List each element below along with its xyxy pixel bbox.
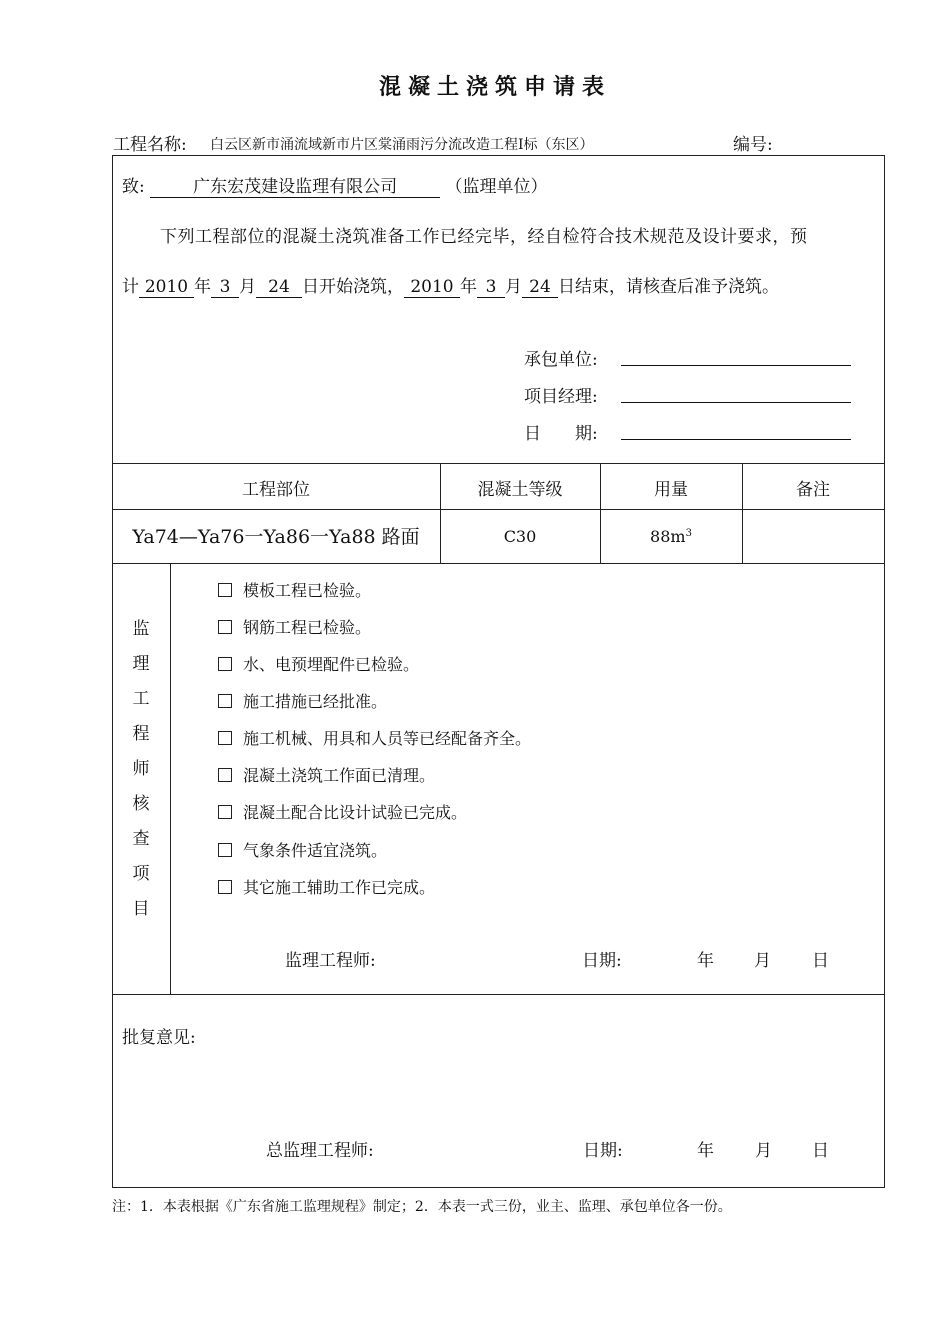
review-section-label: 监 理 工 程 师 核 查 项 目: [132, 619, 150, 919]
review-year: 年: [697, 951, 714, 971]
approval-label: 批复意见:: [122, 1028, 196, 1048]
header-note: 备注: [796, 480, 830, 500]
page-title: 混凝土浇筑申请表: [378, 74, 611, 100]
addressee-suffix: （监理单位）: [445, 177, 548, 197]
checkbox[interactable]: [218, 620, 232, 634]
end-year: 2010: [404, 277, 460, 298]
approval-date-label: 日期:: [583, 1141, 623, 1161]
project-name-label: 工程名称:: [113, 135, 187, 155]
start-year: 2010: [139, 277, 194, 298]
start-month: 3: [211, 277, 239, 298]
addressee-line: [122, 172, 548, 198]
check-item[interactable]: 水、电预埋配件已检验。: [218, 652, 419, 675]
row-quantity: $88m^3$: [650, 527, 692, 546]
body-line-2: 计 2010 年 3 月 24 日开始浇筑， 2010 年 3 月 24 日结束，请核查后准予浇筑。: [122, 277, 779, 297]
frame-right: [884, 155, 885, 1187]
divider-review-bottom: [112, 994, 885, 995]
approval-year: 年: [697, 1141, 714, 1161]
frame-top: [112, 155, 885, 156]
contractor-label: 承包单位:: [524, 350, 598, 370]
addressee-prefix: 致:: [122, 177, 145, 197]
end-day: 24: [522, 277, 558, 298]
body-line-1: 下列工程部位的混凝土浇筑准备工作已经完毕，经自检符合技术规范及设计要求，预: [160, 227, 808, 247]
project-manager-field[interactable]: [621, 402, 851, 403]
sign-date-label: 日 期:: [524, 424, 598, 444]
review-label-divider: [170, 563, 171, 995]
divider-table-bottom: [112, 563, 885, 564]
frame-bottom: [112, 1187, 885, 1188]
project-manager-label: 项目经理:: [524, 387, 598, 407]
checkbox[interactable]: [218, 694, 232, 708]
check-item[interactable]: 施工机械、用具和人员等已经配备齐全。: [218, 726, 531, 749]
review-month: 月: [754, 951, 771, 971]
supervision-company: 广东宏茂建设监理有限公司: [150, 177, 440, 198]
header-grade: 混凝土等级: [477, 480, 563, 500]
form-number-label: 编号:: [733, 135, 773, 155]
header-part: 工程部位: [242, 480, 310, 500]
checkbox[interactable]: [218, 657, 232, 671]
check-item[interactable]: 混凝土配合比设计试验已完成。: [218, 800, 467, 823]
end-month: 3: [477, 277, 505, 298]
divider-table-header: [112, 509, 885, 510]
approval-day: 日: [812, 1141, 829, 1161]
approval-month: 月: [755, 1141, 772, 1161]
check-item[interactable]: 施工措施已经批准。: [218, 689, 387, 712]
check-item[interactable]: 模板工程已检验。: [218, 578, 371, 601]
review-date-label: 日期:: [582, 951, 622, 971]
sign-date-field[interactable]: [621, 439, 851, 440]
checkbox[interactable]: [218, 583, 232, 597]
row-grade: C30: [503, 527, 537, 546]
check-item[interactable]: 钢筋工程已检验。: [218, 615, 371, 638]
project-name-value: 白云区新市涌流域新市片区棠涌雨污分流改造工程Ⅰ标（东区）: [210, 137, 594, 153]
check-item[interactable]: 混凝土浇筑工作面已清理。: [218, 763, 435, 786]
start-day: 24: [256, 277, 302, 298]
row-part: Ya74—Ya76一Ya86一Ya88 路面: [132, 526, 420, 548]
chief-engineer-label: 总监理工程师:: [266, 1141, 374, 1161]
review-day: 日: [812, 951, 829, 971]
checkbox[interactable]: [218, 880, 232, 894]
header-quantity: 用量: [654, 480, 688, 500]
checkbox[interactable]: [218, 731, 232, 745]
checkbox[interactable]: [218, 768, 232, 782]
checkbox[interactable]: [218, 843, 232, 857]
check-item[interactable]: 气象条件适宜浇筑。: [218, 838, 387, 861]
check-item[interactable]: 其它施工辅助工作已完成。: [218, 875, 435, 898]
divider-table-top: [112, 463, 885, 464]
checkbox[interactable]: [218, 805, 232, 819]
contractor-field[interactable]: [621, 365, 851, 366]
footnote: 注：1．本表根据《广东省施工监理规程》制定；2．本表一式三份，业主、监理、承包单位各一份。: [112, 1199, 732, 1215]
supervising-engineer-label: 监理工程师:: [285, 951, 376, 971]
